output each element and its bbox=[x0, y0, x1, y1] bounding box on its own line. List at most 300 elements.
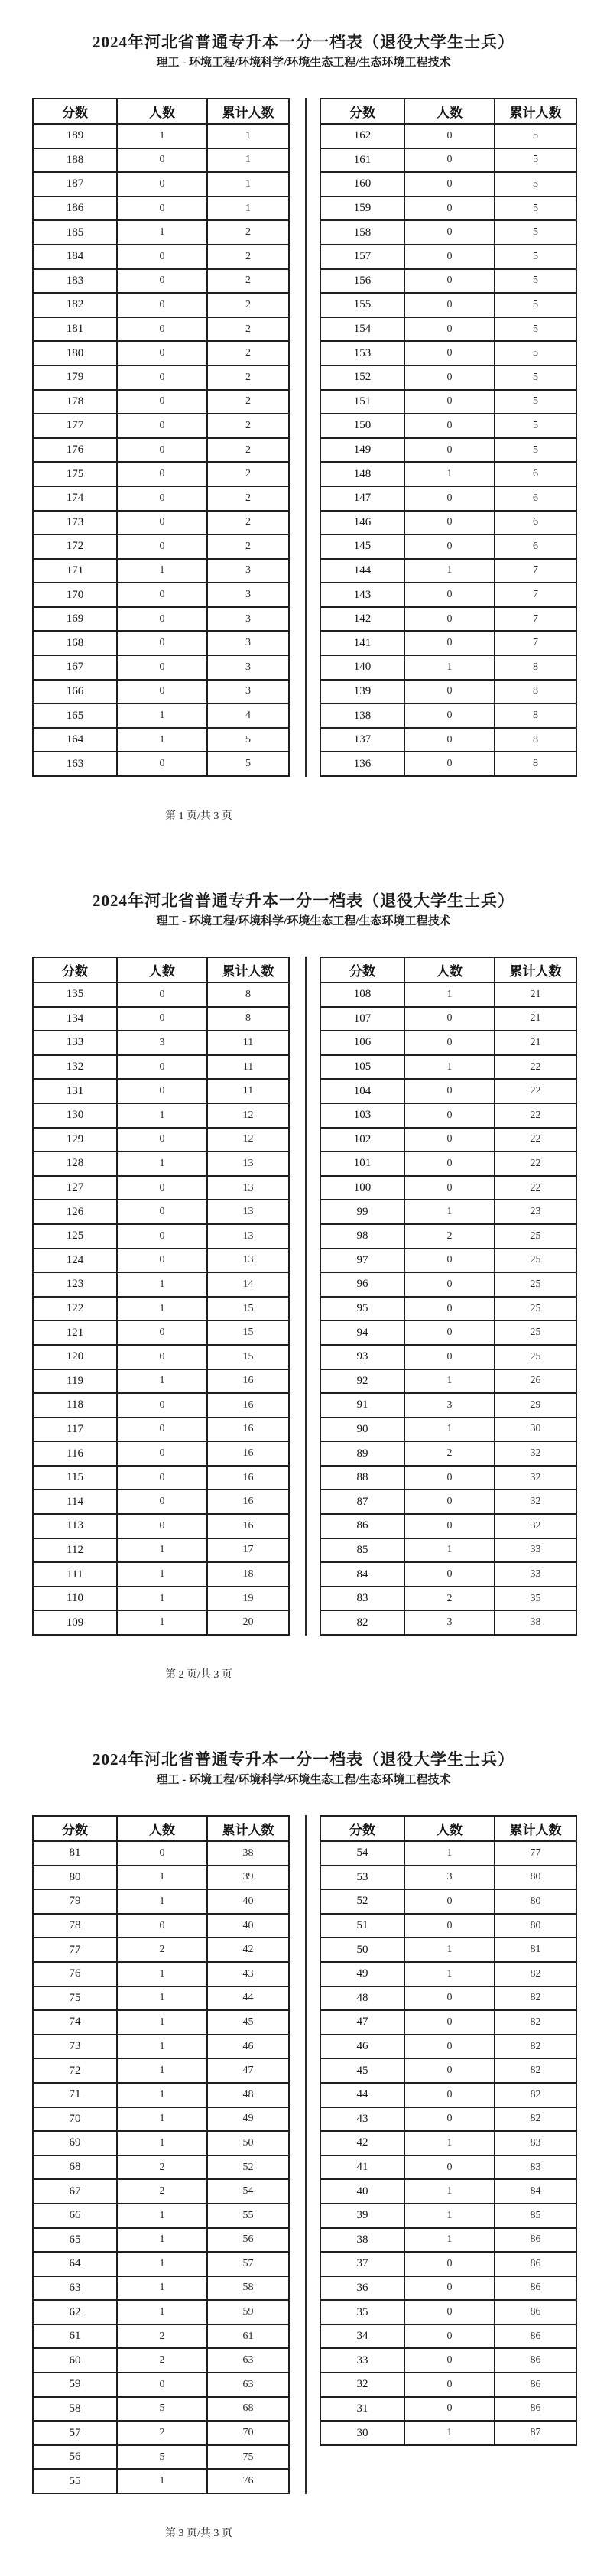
table-row bbox=[33, 486, 289, 511]
score-cell: 163 bbox=[33, 752, 117, 776]
table-row bbox=[320, 245, 576, 269]
count-cell: 1 bbox=[404, 2179, 495, 2204]
count-cell: 1 bbox=[404, 1938, 495, 1962]
page-subtitle: 理工 - 环境工程/环境科学/环境生态工程/生态环境工程技术 bbox=[156, 1774, 451, 1786]
cumulative-cell: 5 bbox=[495, 293, 576, 317]
score-cell: 62 bbox=[33, 2300, 117, 2324]
table-row bbox=[33, 1514, 289, 1538]
score-cell: 30 bbox=[320, 2421, 404, 2445]
score-cell: 79 bbox=[33, 1889, 117, 1914]
count-cell: 0 bbox=[404, 2348, 495, 2373]
cumulative-cell: 21 bbox=[495, 1007, 576, 1031]
table-row bbox=[33, 1128, 289, 1152]
count-cell: 0 bbox=[117, 438, 207, 463]
count-cell: 0 bbox=[117, 1200, 207, 1224]
cumulative-cell: 82 bbox=[495, 2107, 576, 2132]
score-cell: 143 bbox=[320, 583, 404, 607]
count-cell: 2 bbox=[117, 1938, 207, 1962]
table-row bbox=[33, 1962, 289, 1986]
count-cell: 1 bbox=[117, 1103, 207, 1128]
cumulative-cell: 2 bbox=[207, 293, 289, 317]
score-cell: 48 bbox=[320, 1986, 404, 2011]
score-cell: 46 bbox=[320, 2035, 404, 2059]
cumulative-cell: 82 bbox=[495, 1986, 576, 2011]
table-row bbox=[320, 1345, 576, 1369]
score-cell: 70 bbox=[33, 2107, 117, 2132]
cumulative-cell: 5 bbox=[495, 438, 576, 463]
count-cell: 0 bbox=[404, 414, 495, 438]
cumulative-cell: 32 bbox=[495, 1466, 576, 1490]
count-cell: 0 bbox=[117, 293, 207, 317]
cumulative-cell: 22 bbox=[495, 1079, 576, 1103]
count-cell: 0 bbox=[117, 1055, 207, 1080]
score-cell: 54 bbox=[320, 1841, 404, 1866]
page-title: 2024年河北省普通专升本一分一档表（退役大学生士兵） bbox=[93, 1750, 514, 1769]
score-cell: 127 bbox=[33, 1176, 117, 1200]
table-row bbox=[320, 1055, 576, 1080]
count-cell: 0 bbox=[404, 220, 495, 245]
cumulative-cell: 6 bbox=[495, 511, 576, 535]
cumulative-cell: 63 bbox=[207, 2348, 289, 2373]
table-row bbox=[33, 2252, 289, 2276]
cumulative-cell: 5 bbox=[495, 414, 576, 438]
cumulative-cell: 15 bbox=[207, 1297, 289, 1321]
score-cell: 115 bbox=[33, 1466, 117, 1490]
count-cell: 0 bbox=[404, 124, 495, 148]
score-cell: 69 bbox=[33, 2131, 117, 2155]
table-row bbox=[33, 269, 289, 294]
cumulative-cell: 26 bbox=[495, 1369, 576, 1394]
score-cell: 173 bbox=[33, 511, 117, 535]
count-cell: 1 bbox=[117, 220, 207, 245]
score-cell: 120 bbox=[33, 1345, 117, 1369]
table-row bbox=[33, 2276, 289, 2301]
table-row bbox=[33, 124, 289, 148]
score-cell: 84 bbox=[320, 1562, 404, 1587]
cumulative-cell: 5 bbox=[495, 365, 576, 390]
cumulative-cell: 1 bbox=[207, 124, 289, 148]
cumulative-cell: 8 bbox=[495, 728, 576, 752]
table-row bbox=[33, 317, 289, 342]
table-row bbox=[33, 1152, 289, 1176]
table-row bbox=[320, 148, 576, 173]
score-cell: 94 bbox=[320, 1320, 404, 1345]
table-row bbox=[320, 2252, 576, 2276]
score-cell: 53 bbox=[320, 1866, 404, 1890]
score-cell: 153 bbox=[320, 341, 404, 365]
cumulative-cell: 2 bbox=[207, 365, 289, 390]
cumulative-cell: 3 bbox=[207, 583, 289, 607]
cumulative-cell: 2 bbox=[207, 269, 289, 294]
table-row bbox=[320, 680, 576, 704]
score-cell: 63 bbox=[33, 2276, 117, 2301]
score-cell: 170 bbox=[33, 583, 117, 607]
score-cell: 145 bbox=[320, 534, 404, 559]
count-cell: 1 bbox=[117, 2107, 207, 2132]
col-header-count: 人数 bbox=[117, 957, 207, 983]
col-header-cumulative: 累计人数 bbox=[207, 99, 289, 124]
score-cell: 169 bbox=[33, 607, 117, 632]
table-row bbox=[320, 172, 576, 197]
cumulative-cell: 25 bbox=[495, 1297, 576, 1321]
page-footer: 第 1 页/共 3 页 bbox=[165, 810, 232, 822]
header-row bbox=[33, 957, 289, 983]
table-row bbox=[33, 1914, 289, 1938]
count-cell: 0 bbox=[404, 2035, 495, 2059]
cumulative-cell: 3 bbox=[207, 607, 289, 632]
table-row bbox=[320, 317, 576, 342]
score-cell: 121 bbox=[33, 1320, 117, 1345]
cumulative-cell: 8 bbox=[495, 703, 576, 728]
col-header-cumulative: 累计人数 bbox=[495, 957, 576, 983]
table-row bbox=[320, 1866, 576, 1890]
cumulative-cell: 2 bbox=[207, 220, 289, 245]
count-cell: 0 bbox=[404, 680, 495, 704]
cumulative-cell: 86 bbox=[495, 2348, 576, 2373]
score-table-left bbox=[32, 957, 290, 1636]
table-row bbox=[33, 438, 289, 463]
table-row bbox=[33, 1369, 289, 1394]
score-cell: 49 bbox=[320, 1962, 404, 1986]
table-row bbox=[33, 1889, 289, 1914]
count-cell: 5 bbox=[117, 2445, 207, 2470]
table-row bbox=[33, 1986, 289, 2011]
count-cell: 0 bbox=[404, 390, 495, 414]
score-cell: 133 bbox=[33, 1031, 117, 1055]
page-footer: 第 2 页/共 3 页 bbox=[165, 1669, 232, 1681]
count-cell: 1 bbox=[117, 703, 207, 728]
score-cell: 171 bbox=[33, 559, 117, 583]
count-cell: 0 bbox=[404, 1297, 495, 1321]
cumulative-cell: 1 bbox=[207, 148, 289, 173]
count-cell: 0 bbox=[404, 1489, 495, 1514]
score-cell: 168 bbox=[33, 631, 117, 655]
count-cell: 0 bbox=[404, 341, 495, 365]
score-cell: 90 bbox=[320, 1418, 404, 1442]
table-row bbox=[33, 1031, 289, 1055]
count-cell: 0 bbox=[404, 631, 495, 655]
count-cell: 0 bbox=[404, 172, 495, 197]
score-cell: 61 bbox=[33, 2324, 117, 2349]
cumulative-cell: 46 bbox=[207, 2035, 289, 2059]
score-cell: 147 bbox=[320, 486, 404, 511]
table-row bbox=[320, 1128, 576, 1152]
col-header-count: 人数 bbox=[404, 99, 495, 124]
cumulative-cell: 1 bbox=[207, 197, 289, 221]
table-row bbox=[33, 728, 289, 752]
cumulative-cell: 22 bbox=[495, 1128, 576, 1152]
cumulative-cell: 86 bbox=[495, 2228, 576, 2253]
cumulative-cell: 38 bbox=[495, 1610, 576, 1635]
score-cell: 67 bbox=[33, 2179, 117, 2204]
cumulative-cell: 44 bbox=[207, 1986, 289, 2011]
table-divider bbox=[305, 1815, 307, 2494]
count-cell: 0 bbox=[404, 1249, 495, 1273]
count-cell: 2 bbox=[404, 1587, 495, 1611]
table-row bbox=[33, 2058, 289, 2083]
cumulative-cell: 23 bbox=[495, 1200, 576, 1224]
count-cell: 0 bbox=[117, 534, 207, 559]
cumulative-cell: 2 bbox=[207, 534, 289, 559]
count-cell: 1 bbox=[117, 2204, 207, 2228]
count-cell: 0 bbox=[404, 1176, 495, 1200]
cumulative-cell: 85 bbox=[495, 2204, 576, 2228]
table-row bbox=[320, 2058, 576, 2083]
table-row bbox=[33, 534, 289, 559]
header-row bbox=[33, 99, 289, 124]
cumulative-cell: 17 bbox=[207, 1538, 289, 1563]
score-cell: 186 bbox=[33, 197, 117, 221]
score-cell: 104 bbox=[320, 1079, 404, 1103]
score-cell: 44 bbox=[320, 2083, 404, 2107]
count-cell: 1 bbox=[404, 655, 495, 680]
count-cell: 1 bbox=[117, 2058, 207, 2083]
table-row bbox=[33, 583, 289, 607]
score-cell: 52 bbox=[320, 1889, 404, 1914]
score-cell: 176 bbox=[33, 438, 117, 463]
cumulative-cell: 75 bbox=[207, 2445, 289, 2470]
score-cell: 117 bbox=[33, 1418, 117, 1442]
score-cell: 101 bbox=[320, 1152, 404, 1176]
score-cell: 159 bbox=[320, 197, 404, 221]
count-cell: 1 bbox=[404, 1369, 495, 1394]
table-row bbox=[320, 269, 576, 294]
cumulative-cell: 29 bbox=[495, 1393, 576, 1418]
score-cell: 105 bbox=[320, 1055, 404, 1080]
cumulative-cell: 13 bbox=[207, 1249, 289, 1273]
cumulative-cell: 5 bbox=[495, 197, 576, 221]
score-cell: 187 bbox=[33, 172, 117, 197]
cumulative-cell: 83 bbox=[495, 2155, 576, 2180]
table-row bbox=[320, 197, 576, 221]
cumulative-cell: 40 bbox=[207, 1889, 289, 1914]
count-cell: 2 bbox=[117, 2155, 207, 2180]
count-cell: 0 bbox=[404, 2397, 495, 2422]
table-row bbox=[33, 2324, 289, 2349]
score-cell: 140 bbox=[320, 655, 404, 680]
count-cell: 1 bbox=[117, 1866, 207, 1890]
cumulative-cell: 13 bbox=[207, 1176, 289, 1200]
table-row bbox=[33, 2421, 289, 2445]
table-row bbox=[33, 1489, 289, 1514]
table-row bbox=[33, 2204, 289, 2228]
score-cell: 74 bbox=[33, 2010, 117, 2035]
cumulative-cell: 82 bbox=[495, 1962, 576, 1986]
cumulative-cell: 3 bbox=[207, 559, 289, 583]
col-header-count: 人数 bbox=[117, 1816, 207, 1841]
score-cell: 71 bbox=[33, 2083, 117, 2107]
cumulative-cell: 45 bbox=[207, 2010, 289, 2035]
table-row bbox=[33, 1610, 289, 1635]
table-row bbox=[33, 1272, 289, 1297]
cumulative-cell: 80 bbox=[495, 1866, 576, 1890]
cumulative-cell: 16 bbox=[207, 1369, 289, 1394]
table-row bbox=[320, 2179, 576, 2204]
count-cell: 1 bbox=[117, 1272, 207, 1297]
score-cell: 150 bbox=[320, 414, 404, 438]
cumulative-cell: 16 bbox=[207, 1393, 289, 1418]
table-row bbox=[33, 2083, 289, 2107]
table-row bbox=[33, 1441, 289, 1466]
count-cell: 1 bbox=[117, 1538, 207, 1563]
count-cell: 0 bbox=[404, 1914, 495, 1938]
score-cell: 161 bbox=[320, 148, 404, 173]
score-cell: 57 bbox=[33, 2421, 117, 2445]
cumulative-cell: 5 bbox=[207, 728, 289, 752]
table-row bbox=[320, 1562, 576, 1587]
table-row bbox=[33, 1393, 289, 1418]
count-cell: 1 bbox=[404, 983, 495, 1007]
score-cell: 158 bbox=[320, 220, 404, 245]
score-cell: 77 bbox=[33, 1938, 117, 1962]
count-cell: 0 bbox=[404, 703, 495, 728]
count-cell: 1 bbox=[117, 2228, 207, 2253]
score-cell: 114 bbox=[33, 1489, 117, 1514]
score-cell: 134 bbox=[33, 1007, 117, 1031]
score-cell: 50 bbox=[320, 1938, 404, 1962]
table-row bbox=[33, 1841, 289, 1866]
score-cell: 116 bbox=[33, 1441, 117, 1466]
cumulative-cell: 22 bbox=[495, 1152, 576, 1176]
table-row bbox=[320, 2228, 576, 2253]
header-row bbox=[320, 99, 576, 124]
cumulative-cell: 86 bbox=[495, 2252, 576, 2276]
count-cell: 0 bbox=[404, 2058, 495, 2083]
score-cell: 108 bbox=[320, 983, 404, 1007]
cumulative-cell: 39 bbox=[207, 1866, 289, 1890]
cumulative-cell: 15 bbox=[207, 1320, 289, 1345]
cumulative-cell: 20 bbox=[207, 1610, 289, 1635]
table-row bbox=[320, 1441, 576, 1466]
score-cell: 123 bbox=[33, 1272, 117, 1297]
cumulative-cell: 8 bbox=[495, 680, 576, 704]
table-row bbox=[320, 1103, 576, 1128]
score-cell: 172 bbox=[33, 534, 117, 559]
table-row bbox=[33, 1103, 289, 1128]
score-cell: 65 bbox=[33, 2228, 117, 2253]
cumulative-cell: 2 bbox=[207, 486, 289, 511]
score-cell: 185 bbox=[33, 220, 117, 245]
cumulative-cell: 3 bbox=[207, 631, 289, 655]
table-row bbox=[33, 1200, 289, 1224]
score-cell: 164 bbox=[33, 728, 117, 752]
count-cell: 0 bbox=[404, 1152, 495, 1176]
score-cell: 75 bbox=[33, 1986, 117, 2011]
score-cell: 59 bbox=[33, 2373, 117, 2397]
table-row bbox=[320, 293, 576, 317]
count-cell: 0 bbox=[404, 438, 495, 463]
table-row bbox=[320, 607, 576, 632]
table-row bbox=[320, 1938, 576, 1962]
count-cell: 1 bbox=[117, 1610, 207, 1635]
cumulative-cell: 2 bbox=[207, 317, 289, 342]
score-cell: 174 bbox=[33, 486, 117, 511]
table-row bbox=[320, 2131, 576, 2155]
count-cell: 0 bbox=[117, 414, 207, 438]
cumulative-cell: 14 bbox=[207, 1272, 289, 1297]
score-cell: 89 bbox=[320, 1441, 404, 1466]
count-cell: 1 bbox=[404, 559, 495, 583]
score-cell: 43 bbox=[320, 2107, 404, 2132]
table-row bbox=[320, 486, 576, 511]
score-cell: 78 bbox=[33, 1914, 117, 1938]
cumulative-cell: 16 bbox=[207, 1466, 289, 1490]
count-cell: 1 bbox=[117, 1369, 207, 1394]
cumulative-cell: 86 bbox=[495, 2397, 576, 2422]
table-row bbox=[33, 752, 289, 776]
cumulative-cell: 57 bbox=[207, 2252, 289, 2276]
count-cell: 2 bbox=[117, 2421, 207, 2445]
table-row bbox=[33, 2373, 289, 2397]
cumulative-cell: 4 bbox=[207, 703, 289, 728]
score-cell: 68 bbox=[33, 2155, 117, 2180]
count-cell: 0 bbox=[404, 583, 495, 607]
count-cell: 1 bbox=[117, 2035, 207, 2059]
score-cell: 165 bbox=[33, 703, 117, 728]
cumulative-cell: 5 bbox=[495, 172, 576, 197]
count-cell: 0 bbox=[117, 1176, 207, 1200]
table-row bbox=[320, 1538, 576, 1563]
score-cell: 182 bbox=[33, 293, 117, 317]
table-row bbox=[320, 1297, 576, 1321]
count-cell: 0 bbox=[117, 486, 207, 511]
table-row bbox=[320, 1152, 576, 1176]
cumulative-cell: 68 bbox=[207, 2397, 289, 2422]
count-cell: 0 bbox=[404, 2373, 495, 2397]
table-row bbox=[320, 1986, 576, 2011]
cumulative-cell: 15 bbox=[207, 1345, 289, 1369]
cumulative-cell: 61 bbox=[207, 2324, 289, 2349]
cumulative-cell: 54 bbox=[207, 2179, 289, 2204]
table-row bbox=[320, 1007, 576, 1031]
table-row bbox=[320, 1272, 576, 1297]
cumulative-cell: 2 bbox=[207, 414, 289, 438]
cumulative-cell: 86 bbox=[495, 2324, 576, 2349]
score-cell: 45 bbox=[320, 2058, 404, 2083]
count-cell: 0 bbox=[404, 1320, 495, 1345]
table-row bbox=[320, 752, 576, 776]
cumulative-cell: 81 bbox=[495, 1938, 576, 1962]
score-cell: 58 bbox=[33, 2397, 117, 2422]
cumulative-cell: 8 bbox=[207, 1007, 289, 1031]
table-row bbox=[320, 1393, 576, 1418]
cumulative-cell: 82 bbox=[495, 2058, 576, 2083]
cumulative-cell: 7 bbox=[495, 559, 576, 583]
table-row bbox=[320, 1200, 576, 1224]
cumulative-cell: 5 bbox=[495, 341, 576, 365]
count-cell: 0 bbox=[404, 1986, 495, 2011]
count-cell: 0 bbox=[117, 1418, 207, 1442]
count-cell: 1 bbox=[117, 559, 207, 583]
table-row bbox=[320, 534, 576, 559]
score-cell: 72 bbox=[33, 2058, 117, 2083]
table-divider bbox=[305, 957, 307, 1636]
table-row bbox=[320, 462, 576, 486]
cumulative-cell: 6 bbox=[495, 534, 576, 559]
score-cell: 91 bbox=[320, 1393, 404, 1418]
score-cell: 98 bbox=[320, 1224, 404, 1249]
cumulative-cell: 7 bbox=[495, 631, 576, 655]
score-cell: 144 bbox=[320, 559, 404, 583]
cumulative-cell: 11 bbox=[207, 1055, 289, 1080]
score-cell: 126 bbox=[33, 1200, 117, 1224]
cumulative-cell: 5 bbox=[495, 220, 576, 245]
count-cell: 0 bbox=[117, 680, 207, 704]
count-cell: 0 bbox=[404, 245, 495, 269]
cumulative-cell: 80 bbox=[495, 1889, 576, 1914]
score-cell: 122 bbox=[33, 1297, 117, 1321]
table-row bbox=[33, 1866, 289, 1890]
